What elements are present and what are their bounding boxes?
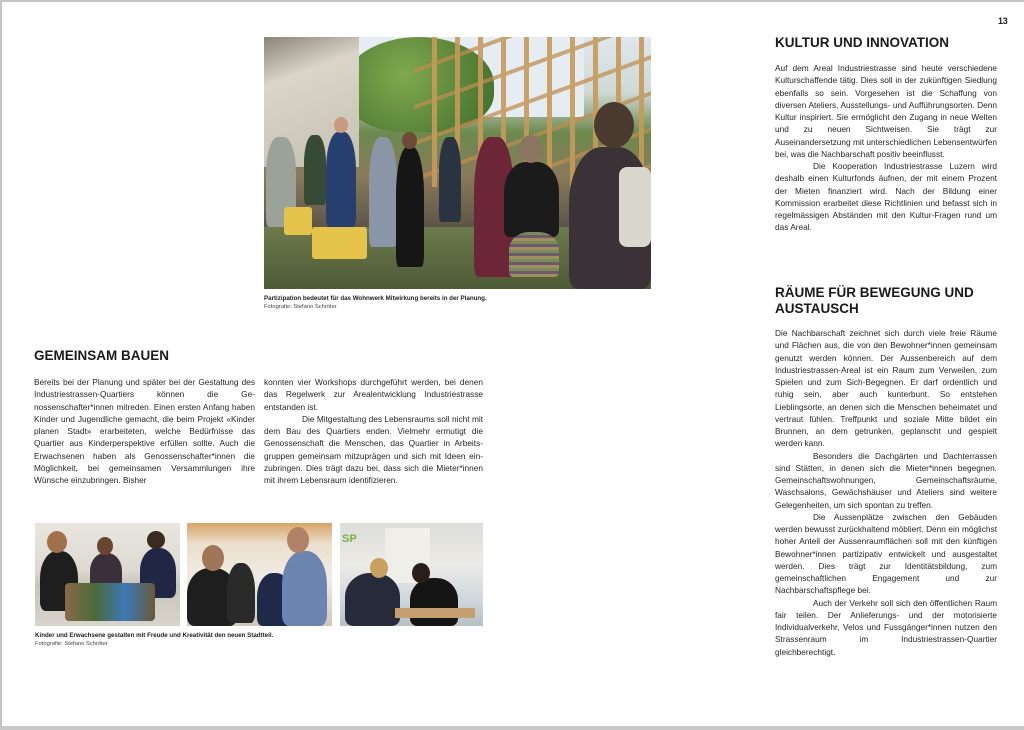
gemeinsam-bauen-column-2 bbox=[264, 376, 483, 486]
photo-person bbox=[369, 137, 397, 247]
photo-head bbox=[370, 558, 388, 578]
photo-person bbox=[396, 147, 424, 267]
photo-bag bbox=[619, 167, 651, 247]
gemeinsam-bauen-column-1 bbox=[34, 376, 255, 486]
photo-person bbox=[282, 551, 327, 626]
photo-person bbox=[304, 135, 326, 205]
paragraph: Bereits bei der Planung und später bei der Gestaltung des Industriestrassen-Quartiers können die Genossenschafter*innen mitreden. Einen ersten Anfang haben Kinder und Jugendliche gemacht, die beim Projekt «Kinder planen Stadt» erarbeiteten, welche Bedürfnisse das Quartier aus Kinderperspektive erfüllen sollte. Auch die Erwachsenen haben als Genossenschafter*innen die Möglichkeit, bei gemeinsamen Versammlungen ihre Wünsche einzubringen. Bisher bbox=[34, 377, 255, 485]
photo-chair bbox=[312, 227, 367, 259]
photo-table bbox=[395, 608, 475, 618]
photo-person bbox=[504, 162, 559, 237]
small-photos-credit: Fotografie: Stefano Schröter bbox=[35, 641, 108, 647]
photo-city-model bbox=[65, 583, 155, 621]
photo-head bbox=[334, 117, 348, 133]
photo-head bbox=[47, 531, 67, 553]
paragraph: Die Aussenplätze zwischen den Gebäuden werden bewusst zurückhaltend möbliert. Denn ein möglichst hoher Anteil der Aussenraumflächen soll mit den künftigen Bewohner*innen partizipativ entwickelt und ausgestaltet werden. Dies trägt zur Identitätsbildung, zum gemeinschaftlichen Engagement und zur Nachbarschaftspflege bei. bbox=[775, 511, 997, 596]
raeume-bewegung-text bbox=[775, 327, 997, 658]
kultur-innovation-text bbox=[775, 62, 997, 234]
paragraph: Besonders die Dachgärten und Dachterrassen sind Stätten, in denen sich die Mieter*innen begegnen. Gemeinschaftswohnungen, Gemeinschaftsräume, Waschsalons, Gewächshäuser und Ateliers sind weitere Gelegenheiten, um sich spontan zu treffen. bbox=[775, 450, 997, 510]
photo-head bbox=[97, 537, 113, 555]
paragraph: Die Nachbarschaft zeichnet sich durch viele freie Räume und Flächen aus, die von den Bewohner*innen gemeinsam genutzt werden können. Der Aussenbereich auf dem Industriestrassen-Areal ist ein Raum zum Verweilen, zum Spielen und zum Sich-Begegnen. Er darf ordentlich und ruhig sein, aber auch kunterbunt. So entstehen Lieblingsorte, an denen sich die Menschen beheimatet und vertraut fühlen. Treffpunkt und soziale Mitte bildet ein Brunnen, an dem getrunken, geplanscht und gespielt werden kann. bbox=[775, 328, 997, 449]
small-photos-caption: Kinder und Erwachsene gestalten mit Freude und Kreativität den neuen Stadtteil. bbox=[35, 632, 274, 639]
paragraph: Auf dem Areal Industriestrasse sind heute verschiedene Kulturschaffende tätig. Dies soll in der zukünftigen Siedlung ebenfalls so sein. Vorgesehen ist die Schaffung von diversen Ateliers, Ausstellungs- und Aufführungsorten. Denn Kultur inspiriert. Sie ermöglicht den Zugang in neue Welten und zu neuen Sichtweisen. Sie trägt zur Auseinandersetzung mit unterschiedlichen Lebensentwürfen bei, was die Nachbarschaft positiv beeinflusst. bbox=[775, 63, 997, 159]
section-title-gemeinsam-bauen: GEMEINSAM BAUEN bbox=[34, 348, 170, 363]
photo-head bbox=[594, 102, 634, 148]
photo-person bbox=[227, 563, 255, 623]
photo-person bbox=[439, 137, 461, 222]
photo-person bbox=[326, 132, 356, 227]
paragraph: Die Kooperation Industriestrasse Luzern wird deshalb einen Kulturfonds äufnen, der mit einem Prozent der Mieten finanziert wird. Nach der Bildung einer Kommission erarbeitet diese Richtlinien und befasst sich in regelmässigen Abständen mit den Kultur-Fragen rund um das Areal. bbox=[775, 161, 997, 233]
photo-head bbox=[202, 545, 224, 571]
main-photo-caption: Partizipation bedeutet für das Wohnwerk Mitwirkung bereits in der Planung. bbox=[264, 295, 487, 302]
page-number: 13 bbox=[998, 16, 1008, 26]
photo-chair bbox=[284, 207, 312, 235]
photo-head bbox=[287, 527, 309, 553]
main-photo-credit: Fotografie: Stefano Schröter bbox=[264, 304, 337, 310]
photo-head bbox=[147, 531, 165, 549]
photo-head bbox=[412, 563, 430, 583]
photo-children-model bbox=[35, 523, 180, 626]
main-photo bbox=[264, 37, 651, 289]
photo-workshop-table bbox=[340, 523, 483, 626]
photo-adults-discussing bbox=[187, 523, 332, 626]
section-title-raeume-bewegung-austausch: RÄUME FÜR BEWEGUNG UND AUSTAUSCH bbox=[775, 285, 974, 316]
photo-person bbox=[345, 573, 400, 626]
paragraph: Die Mitgestaltung des Lebensraums soll nicht mit dem Bau des Quartiers enden. Vielmehr ermutigt die Genossenschaft die Menschen, das Quartier in Arbeitsgruppen gemeinsam mitzuprägen und sich mit Ideen einzubringen. Dies trägt dazu bei, dass sich die Mieter*innen mit ihrem Lebensraum identifizieren. bbox=[264, 413, 483, 485]
photo-head bbox=[519, 135, 543, 163]
photo-person bbox=[410, 578, 458, 626]
paragraph: Auch der Verkehr soll sich den öffentlichen Raum fair teilen. Der Anlieferungs- und der motorisierte Individualverkehr, Velos und Fussgänger*innen nutzen den Strassenraum im Industriestrassen-Quartier gleichberechtigt. bbox=[775, 597, 997, 657]
paragraph: konnten vier Workshops durchgeführt werden, bei denen das Regelwerk zur Arealentwicklung Industriestrasse entstanden ist. bbox=[264, 377, 483, 412]
section-title-kultur-innovation: KULTUR UND INNOVATION bbox=[775, 35, 949, 50]
photo-sign-text: SP bbox=[342, 533, 357, 545]
photo-head bbox=[402, 132, 417, 149]
photo-person-skirt bbox=[509, 232, 559, 277]
